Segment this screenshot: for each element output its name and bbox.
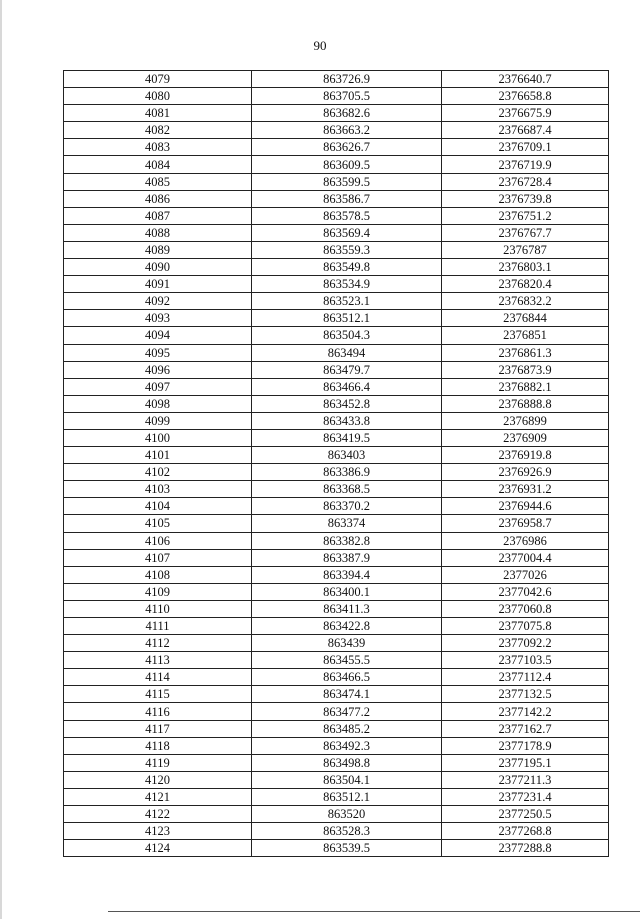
coordinate-table-body — [64, 71, 609, 857]
y-coordinate-cell: 2377250.5 — [442, 806, 609, 823]
point-number-cell: 4104 — [64, 498, 252, 515]
point-number-cell: 4086 — [64, 190, 252, 207]
table-row — [64, 600, 609, 617]
x-coordinate-cell: 863455.5 — [252, 652, 442, 669]
table-row — [64, 669, 609, 686]
table-row — [64, 190, 609, 207]
point-number-cell: 4089 — [64, 241, 252, 258]
x-coordinate-cell: 863559.3 — [252, 241, 442, 258]
x-coordinate-cell: 863485.2 — [252, 720, 442, 737]
point-number-cell: 4101 — [64, 447, 252, 464]
x-coordinate-cell: 863466.4 — [252, 378, 442, 395]
point-number-cell: 4108 — [64, 566, 252, 583]
table-row — [64, 276, 609, 293]
point-number-cell: 4095 — [64, 344, 252, 361]
point-number-cell: 4099 — [64, 412, 252, 429]
table-row — [64, 823, 609, 840]
y-coordinate-cell: 2376719.9 — [442, 156, 609, 173]
y-coordinate-cell: 2376803.1 — [442, 259, 609, 276]
y-coordinate-cell: 2377042.6 — [442, 583, 609, 600]
x-coordinate-cell: 863534.9 — [252, 276, 442, 293]
coordinate-table — [63, 70, 609, 857]
point-number-cell: 4105 — [64, 515, 252, 532]
table-row — [64, 122, 609, 139]
y-coordinate-cell: 2377004.4 — [442, 549, 609, 566]
y-coordinate-cell: 2376944.6 — [442, 498, 609, 515]
table-row — [64, 532, 609, 549]
page-number: 90 — [313, 38, 327, 53]
point-number-cell: 4118 — [64, 737, 252, 754]
table-row — [64, 515, 609, 532]
table-row — [64, 412, 609, 429]
point-number-cell: 4088 — [64, 224, 252, 241]
point-number-cell: 4111 — [64, 618, 252, 635]
table-row — [64, 737, 609, 754]
x-coordinate-cell: 863599.5 — [252, 173, 442, 190]
y-coordinate-cell: 2376658.8 — [442, 88, 609, 105]
point-number-cell: 4112 — [64, 635, 252, 652]
scan-edge — [0, 0, 2, 919]
table-row — [64, 207, 609, 224]
x-coordinate-cell: 863492.3 — [252, 737, 442, 754]
table-row — [64, 241, 609, 258]
point-number-cell: 4091 — [64, 276, 252, 293]
point-number-cell: 4084 — [64, 156, 252, 173]
x-coordinate-cell: 863479.7 — [252, 361, 442, 378]
table-row — [64, 549, 609, 566]
y-coordinate-cell: 2376958.7 — [442, 515, 609, 532]
x-coordinate-cell: 863494 — [252, 344, 442, 361]
x-coordinate-cell: 863466.5 — [252, 669, 442, 686]
x-coordinate-cell: 863374 — [252, 515, 442, 532]
point-number-cell: 4094 — [64, 327, 252, 344]
y-coordinate-cell: 2376709.1 — [442, 139, 609, 156]
y-coordinate-cell: 2377162.7 — [442, 720, 609, 737]
y-coordinate-cell: 2376728.4 — [442, 173, 609, 190]
y-coordinate-cell: 2377132.5 — [442, 686, 609, 703]
point-number-cell: 4079 — [64, 71, 252, 88]
table-row — [64, 618, 609, 635]
table-row — [64, 395, 609, 412]
x-coordinate-cell: 863452.8 — [252, 395, 442, 412]
table-row — [64, 652, 609, 669]
point-number-cell: 4082 — [64, 122, 252, 139]
x-coordinate-cell: 863403 — [252, 447, 442, 464]
bottom-rule — [108, 911, 640, 912]
point-number-cell: 4124 — [64, 840, 252, 857]
y-coordinate-cell: 2376844 — [442, 310, 609, 327]
point-number-cell: 4121 — [64, 788, 252, 805]
x-coordinate-cell: 863370.2 — [252, 498, 442, 515]
point-number-cell: 4103 — [64, 481, 252, 498]
x-coordinate-cell: 863422.8 — [252, 618, 442, 635]
y-coordinate-cell: 2377288.8 — [442, 840, 609, 857]
table-row — [64, 71, 609, 88]
y-coordinate-cell: 2376832.2 — [442, 293, 609, 310]
point-number-cell: 4110 — [64, 600, 252, 617]
table-row — [64, 464, 609, 481]
table-row — [64, 361, 609, 378]
table-row — [64, 88, 609, 105]
x-coordinate-cell: 863539.5 — [252, 840, 442, 857]
y-coordinate-cell: 2377211.3 — [442, 771, 609, 788]
y-coordinate-cell: 2376909 — [442, 429, 609, 446]
table-row — [64, 310, 609, 327]
table-row — [64, 327, 609, 344]
point-number-cell: 4102 — [64, 464, 252, 481]
point-number-cell: 4085 — [64, 173, 252, 190]
point-number-cell: 4098 — [64, 395, 252, 412]
y-coordinate-cell: 2377026 — [442, 566, 609, 583]
y-coordinate-cell: 2376851 — [442, 327, 609, 344]
point-number-cell: 4087 — [64, 207, 252, 224]
y-coordinate-cell: 2376899 — [442, 412, 609, 429]
point-number-cell: 4120 — [64, 771, 252, 788]
table-row — [64, 806, 609, 823]
table-row — [64, 429, 609, 446]
x-coordinate-cell: 863569.4 — [252, 224, 442, 241]
table-row — [64, 259, 609, 276]
x-coordinate-cell: 863609.5 — [252, 156, 442, 173]
x-coordinate-cell: 863439 — [252, 635, 442, 652]
table-row — [64, 498, 609, 515]
y-coordinate-cell: 2377103.5 — [442, 652, 609, 669]
table-row — [64, 703, 609, 720]
y-coordinate-cell: 2376919.8 — [442, 447, 609, 464]
y-coordinate-cell: 2377195.1 — [442, 754, 609, 771]
x-coordinate-cell: 863520 — [252, 806, 442, 823]
point-number-cell: 4100 — [64, 429, 252, 446]
y-coordinate-cell: 2376873.9 — [442, 361, 609, 378]
x-coordinate-cell: 863504.1 — [252, 771, 442, 788]
table-row — [64, 156, 609, 173]
x-coordinate-cell: 863400.1 — [252, 583, 442, 600]
y-coordinate-cell: 2377112.4 — [442, 669, 609, 686]
table-row — [64, 686, 609, 703]
point-number-cell: 4081 — [64, 105, 252, 122]
point-number-cell: 4093 — [64, 310, 252, 327]
point-number-cell: 4096 — [64, 361, 252, 378]
point-number-cell: 4114 — [64, 669, 252, 686]
y-coordinate-cell: 2376861.3 — [442, 344, 609, 361]
x-coordinate-cell: 863512.1 — [252, 310, 442, 327]
y-coordinate-cell: 2376820.4 — [442, 276, 609, 293]
point-number-cell: 4113 — [64, 652, 252, 669]
x-coordinate-cell: 863498.8 — [252, 754, 442, 771]
y-coordinate-cell: 2377178.9 — [442, 737, 609, 754]
x-coordinate-cell: 863477.2 — [252, 703, 442, 720]
table-row — [64, 840, 609, 857]
table-row — [64, 771, 609, 788]
table-row — [64, 344, 609, 361]
x-coordinate-cell: 863419.5 — [252, 429, 442, 446]
x-coordinate-cell: 863578.5 — [252, 207, 442, 224]
table-row — [64, 481, 609, 498]
y-coordinate-cell: 2376882.1 — [442, 378, 609, 395]
x-coordinate-cell: 863586.7 — [252, 190, 442, 207]
y-coordinate-cell: 2377075.8 — [442, 618, 609, 635]
point-number-cell: 4106 — [64, 532, 252, 549]
y-coordinate-cell: 2376751.2 — [442, 207, 609, 224]
point-number-cell: 4119 — [64, 754, 252, 771]
x-coordinate-cell: 863528.3 — [252, 823, 442, 840]
point-number-cell: 4123 — [64, 823, 252, 840]
y-coordinate-cell: 2377092.2 — [442, 635, 609, 652]
y-coordinate-cell: 2376931.2 — [442, 481, 609, 498]
y-coordinate-cell: 2377231.4 — [442, 788, 609, 805]
point-number-cell: 4115 — [64, 686, 252, 703]
y-coordinate-cell: 2376767.7 — [442, 224, 609, 241]
point-number-cell: 4083 — [64, 139, 252, 156]
table-row — [64, 566, 609, 583]
y-coordinate-cell: 2376926.9 — [442, 464, 609, 481]
y-coordinate-cell: 2376986 — [442, 532, 609, 549]
x-coordinate-cell: 863682.6 — [252, 105, 442, 122]
point-number-cell: 4116 — [64, 703, 252, 720]
y-coordinate-cell: 2376739.8 — [442, 190, 609, 207]
table-row — [64, 788, 609, 805]
x-coordinate-cell: 863512.1 — [252, 788, 442, 805]
point-number-cell: 4080 — [64, 88, 252, 105]
table-row — [64, 139, 609, 156]
x-coordinate-cell: 863368.5 — [252, 481, 442, 498]
table-row — [64, 378, 609, 395]
y-coordinate-cell: 2377268.8 — [442, 823, 609, 840]
table-row — [64, 447, 609, 464]
table-row — [64, 635, 609, 652]
table-row — [64, 754, 609, 771]
x-coordinate-cell: 863504.3 — [252, 327, 442, 344]
point-number-cell: 4092 — [64, 293, 252, 310]
y-coordinate-cell: 2377060.8 — [442, 600, 609, 617]
table-row — [64, 720, 609, 737]
y-coordinate-cell: 2376687.4 — [442, 122, 609, 139]
y-coordinate-cell: 2376640.7 — [442, 71, 609, 88]
table-row — [64, 173, 609, 190]
x-coordinate-cell: 863663.2 — [252, 122, 442, 139]
x-coordinate-cell: 863386.9 — [252, 464, 442, 481]
point-number-cell: 4109 — [64, 583, 252, 600]
x-coordinate-cell: 863433.8 — [252, 412, 442, 429]
point-number-cell: 4107 — [64, 549, 252, 566]
x-coordinate-cell: 863382.8 — [252, 532, 442, 549]
x-coordinate-cell: 863394.4 — [252, 566, 442, 583]
x-coordinate-cell: 863523.1 — [252, 293, 442, 310]
x-coordinate-cell: 863474.1 — [252, 686, 442, 703]
table-row — [64, 105, 609, 122]
x-coordinate-cell: 863726.9 — [252, 71, 442, 88]
x-coordinate-cell: 863387.9 — [252, 549, 442, 566]
x-coordinate-cell: 863705.5 — [252, 88, 442, 105]
point-number-cell: 4097 — [64, 378, 252, 395]
table-row — [64, 293, 609, 310]
table-row — [64, 583, 609, 600]
y-coordinate-cell: 2376787 — [442, 241, 609, 258]
y-coordinate-cell: 2376888.8 — [442, 395, 609, 412]
point-number-cell: 4117 — [64, 720, 252, 737]
table-row — [64, 224, 609, 241]
point-number-cell: 4090 — [64, 259, 252, 276]
point-number-cell: 4122 — [64, 806, 252, 823]
y-coordinate-cell: 2376675.9 — [442, 105, 609, 122]
x-coordinate-cell: 863549.8 — [252, 259, 442, 276]
y-coordinate-cell: 2377142.2 — [442, 703, 609, 720]
x-coordinate-cell: 863411.3 — [252, 600, 442, 617]
x-coordinate-cell: 863626.7 — [252, 139, 442, 156]
